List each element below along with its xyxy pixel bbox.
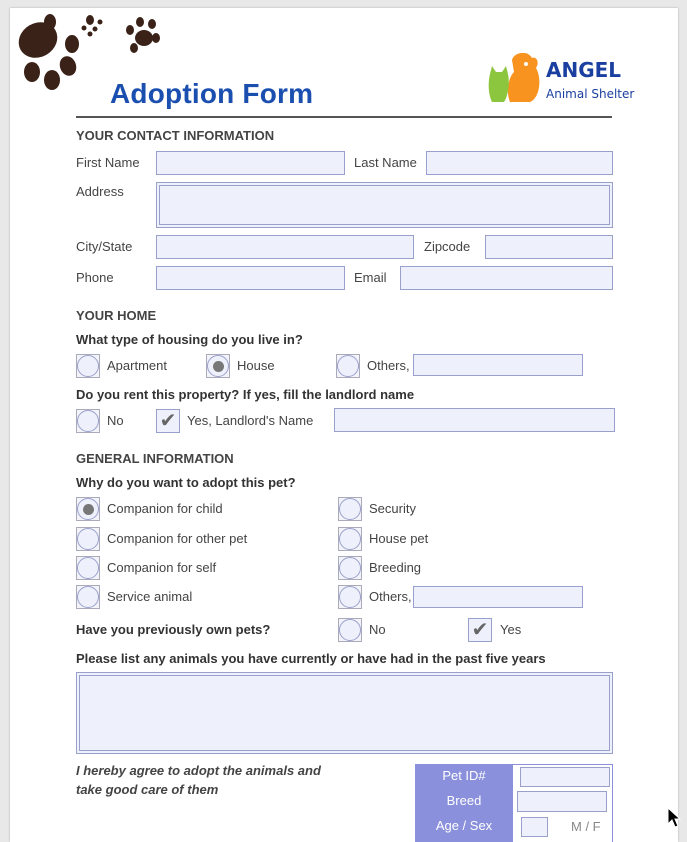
- previous-pets-question: Have you previously own pets?: [76, 622, 271, 637]
- reason-security-radio[interactable]: [338, 497, 362, 521]
- rent-yes-label: Yes, Landlord's Name: [187, 413, 314, 428]
- address-label: Address: [76, 184, 124, 199]
- last-name-field[interactable]: [426, 151, 613, 175]
- reason-other-pet-radio[interactable]: [76, 527, 100, 551]
- zipcode-field[interactable]: [485, 235, 613, 259]
- age-sex-label: Age / Sex: [415, 814, 513, 842]
- housing-others-radio[interactable]: [336, 354, 360, 378]
- reason-others-label: Others,: [369, 589, 412, 604]
- email-label: Email: [354, 270, 387, 285]
- reason-other-pet-label: Companion for other pet: [107, 531, 248, 546]
- page-title: Adoption Form: [110, 78, 314, 109]
- agreement-line-1: I hereby agree to adopt the animals and: [76, 763, 321, 778]
- sex-hint: M / F: [571, 819, 601, 834]
- animals-list-field[interactable]: [76, 672, 613, 754]
- reason-child-radio[interactable]: [76, 497, 100, 521]
- city-state-field[interactable]: [156, 235, 414, 259]
- section-general-heading: GENERAL INFORMATION: [76, 451, 234, 466]
- email-field[interactable]: [400, 266, 613, 290]
- reason-self-label: Companion for self: [107, 560, 217, 575]
- phone-field[interactable]: [156, 266, 345, 290]
- pet-id-field[interactable]: [520, 767, 610, 787]
- previous-pets-yes-checkbox[interactable]: ✔: [468, 618, 492, 642]
- logo-name: ANGEL: [546, 58, 622, 82]
- form-page: [10, 8, 678, 842]
- reason-service-radio[interactable]: [76, 585, 100, 609]
- animals-list-question: Please list any animals you have currently or have had in the past five years: [76, 651, 546, 666]
- housing-others-field[interactable]: [413, 354, 583, 376]
- housing-question: What type of housing do you live in?: [76, 332, 303, 347]
- landlord-name-field[interactable]: [334, 408, 615, 432]
- reason-self-radio[interactable]: [76, 556, 100, 580]
- first-name-field[interactable]: [156, 151, 345, 175]
- reason-others-field[interactable]: [413, 586, 583, 608]
- previous-pets-no-label: No: [369, 622, 386, 637]
- reason-house-pet-label: House pet: [369, 531, 429, 546]
- rent-yes-checkbox[interactable]: ✔: [156, 409, 180, 433]
- first-name-label: First Name: [76, 155, 140, 170]
- age-field[interactable]: [521, 817, 548, 837]
- previous-pets-yes-label: Yes: [500, 622, 522, 637]
- rent-no-label: No: [107, 413, 124, 428]
- housing-apartment-label: Apartment: [107, 358, 167, 373]
- phone-label: Phone: [76, 270, 114, 285]
- last-name-label: Last Name: [354, 155, 417, 170]
- reason-child-label: Companion for child: [107, 501, 223, 516]
- agreement-line-2: take good care of them: [76, 782, 219, 797]
- city-state-label: City/State: [76, 239, 133, 254]
- breed-field[interactable]: [517, 791, 607, 812]
- reason-breeding-label: Breeding: [369, 560, 422, 575]
- reason-others-radio[interactable]: [338, 585, 362, 609]
- mouse-cursor-icon: [666, 806, 682, 830]
- reason-breeding-radio[interactable]: [338, 556, 362, 580]
- logo-subtitle: Animal Shelter: [546, 87, 635, 101]
- breed-label: Breed: [415, 789, 513, 814]
- section-home-heading: YOUR HOME: [76, 308, 157, 323]
- previous-pets-no-checkbox[interactable]: [338, 618, 362, 642]
- why-adopt-question: Why do you want to adopt this pet?: [76, 475, 296, 490]
- rent-no-checkbox[interactable]: [76, 409, 100, 433]
- zipcode-label: Zipcode: [424, 239, 471, 254]
- reason-service-label: Service animal: [107, 589, 193, 604]
- housing-others-label: Others,: [367, 358, 410, 373]
- housing-house-radio[interactable]: [206, 354, 230, 378]
- agreement-text: [76, 761, 321, 799]
- cat-dog-logo-icon: [484, 48, 544, 106]
- reason-house-pet-radio[interactable]: [338, 527, 362, 551]
- pet-id-label: Pet ID#: [415, 764, 513, 789]
- rent-question: Do you rent this property? If yes, fill the landlord name: [76, 387, 415, 402]
- header-divider: [76, 116, 612, 118]
- reason-security-label: Security: [369, 501, 416, 516]
- section-contact-heading: YOUR CONTACT INFORMATION: [76, 128, 275, 143]
- address-field[interactable]: [156, 182, 613, 228]
- housing-apartment-radio[interactable]: [76, 354, 100, 378]
- housing-house-label: House: [237, 358, 275, 373]
